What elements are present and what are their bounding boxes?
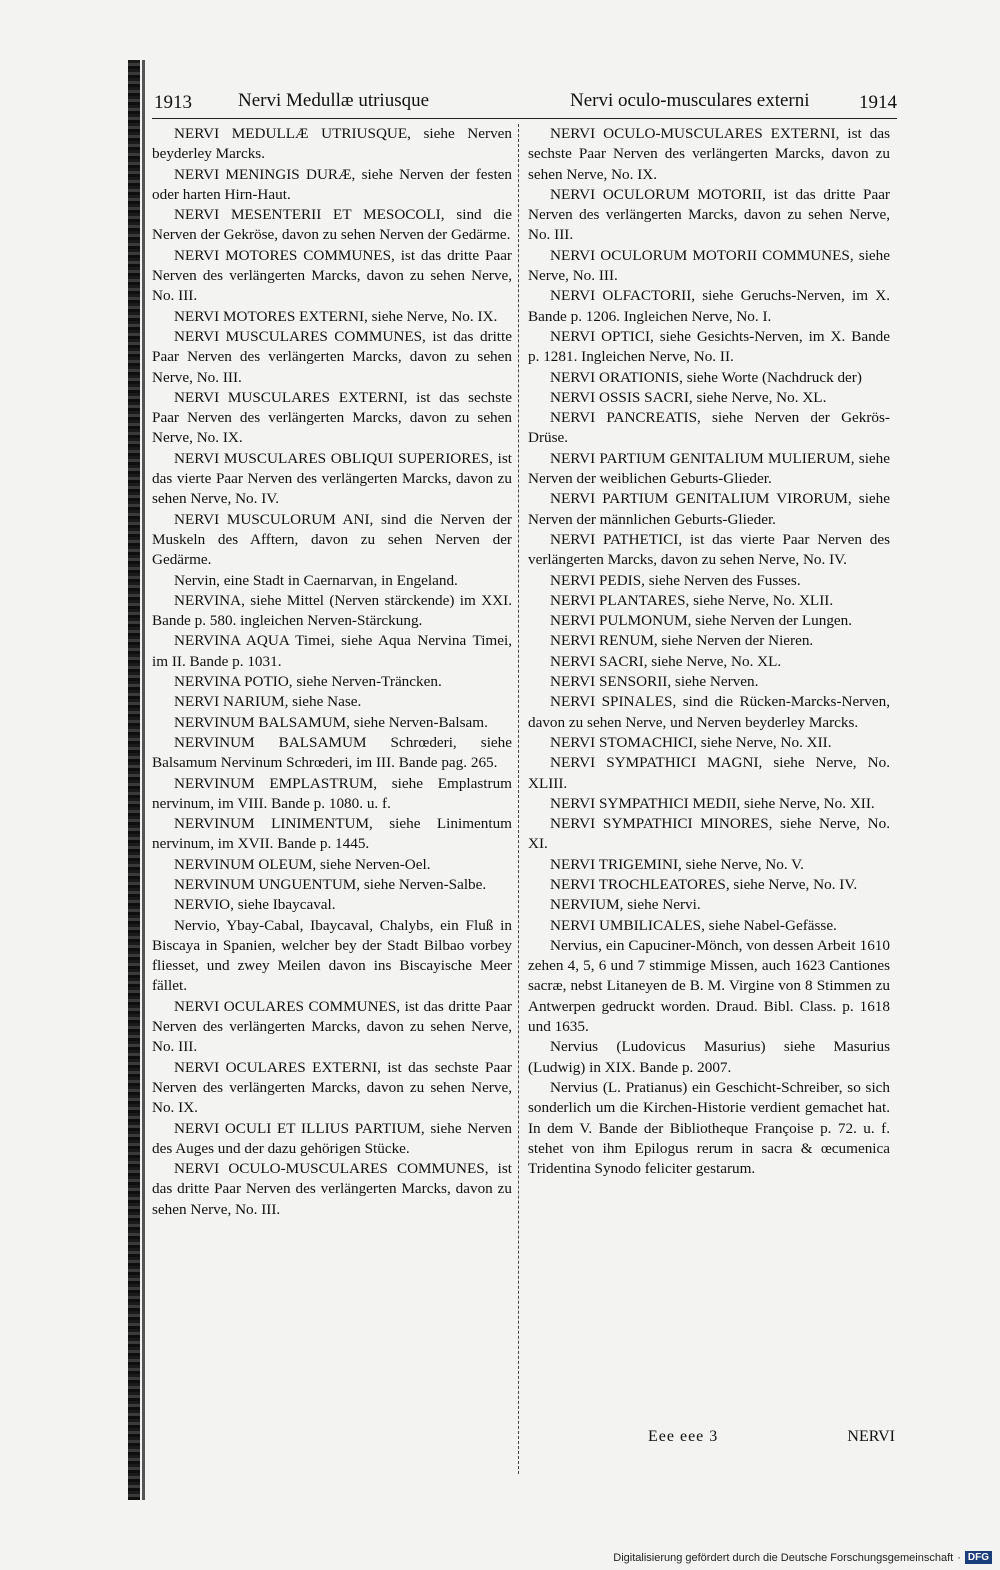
dictionary-page — [152, 86, 897, 1506]
dictionary-entry: NERVI PATHETICI, ist das vierte Paar Nerven des verlängerten Marcks, davon zu sehen Nerve, No. IV. — [528, 530, 890, 569]
dictionary-entry: NERVI MESENTERII ET MESOCOLI, sind die Nerven der Gekröse, davon zu sehen Nerven der Gedärme. — [152, 206, 512, 244]
dictionary-entry: NERVINUM BALSAMUM Schrœderi, siehe Balsamum Nervinum Schrœderi, im III. Bande pag. 265. — [152, 733, 512, 772]
dictionary-entry: NERVI PULMONUM, siehe Nerven der Lungen. — [550, 612, 853, 630]
dictionary-entry: NERVI MOTORES COMMUNES, ist das dritte Paar Nerven des verlängerten Marcks, davon zu sehen Nerve, No. III. — [152, 246, 512, 305]
dictionary-entry: NERVI STOMACHICI, siehe Nerve, No. XII. — [550, 733, 832, 751]
dictionary-entry: NERVI SYMPATHICI MAGNI, siehe Nerve, No. XLIII. — [528, 754, 890, 792]
dictionary-entry: Nervius (Ludovicus Masurius) siehe Masurius (Ludwig) in XIX. Bande p. 2007. — [528, 1038, 890, 1076]
dictionary-entry: NERVI NARIUM, siehe Nase. — [174, 693, 362, 711]
dictionary-entry: NERVINUM BALSAMUM, siehe Nerven-Balsam. — [174, 713, 488, 731]
dictionary-entry: NERVI MUSCULARES COMMUNES, ist das dritte Paar Nerven des verlängerten Marcks, davon zu sehen Nerve, No. III. — [152, 327, 512, 386]
column-divider — [518, 124, 519, 1474]
right-page-number: 1914 — [859, 92, 897, 113]
dictionary-entry: Nervio, Ybay-Cabal, Ibaycaval, Chalybs, ein Fluß in Biscaya in Spanien, welcher bey der Stadt Bilbao vorbey fliesset, und zwey Meilen davon ins Biscayische Meer fället. — [152, 916, 512, 995]
dictionary-entry: Nervin, eine Stadt in Caernarvan, in Engeland. — [174, 571, 458, 589]
dictionary-entry: NERVI ORATIONIS, siehe Worte (Nachdruck der) — [550, 368, 862, 386]
scan-binding-edge — [128, 60, 140, 1500]
dictionary-entry: NERVI PARTIUM GENITALIUM VIRORUM, siehe Nerven der männlichen Geburts-Glieder. — [528, 490, 890, 528]
dictionary-entry: NERVI MOTORES EXTERNI, siehe Nerve, No. IX. — [174, 307, 498, 325]
dictionary-entry: NERVI PLANTARES, siehe Nerve, No. XLII. — [550, 591, 834, 609]
dictionary-entry: NERVINUM OLEUM, siehe Nerven-Oel. — [174, 855, 431, 873]
dictionary-entry: NERVI OSSIS SACRI, siehe Nerve, No. XL. — [550, 388, 827, 406]
dictionary-entry: NERVI SACRI, siehe Nerve, No. XL. — [550, 652, 782, 670]
dictionary-entry: NERVINUM LINIMENTUM, siehe Linimentum nervinum, im XVII. Bande p. 1445. — [152, 815, 512, 853]
dictionary-entry: NERVI OCULORUM MOTORII, ist das dritte Paar Nerven des verlängerten Marcks, davon zu sehen Nerve, No. III. — [528, 185, 890, 244]
running-head — [152, 86, 897, 116]
dictionary-entry: NERVIUM, siehe Nervi. — [550, 896, 701, 914]
dictionary-entry: NERVI TROCHLEATORES, siehe Nerve, No. IV. — [550, 875, 858, 893]
credit-text: Digitalisierung gefördert durch die Deutsche Forschungsgemeinschaft — [613, 1551, 954, 1564]
dictionary-entry: NERVI OCULORUM MOTORII COMMUNES, siehe Nerve, No. III. — [528, 246, 890, 285]
dfg-logo: DFG — [965, 1551, 992, 1564]
signature-mark: Eee eee 3 — [648, 1428, 719, 1445]
left-running-title: Nervi Medullæ utriusque — [238, 90, 430, 111]
dictionary-entry: NERVI MUSCULARES OBLIQUI SUPERIORES, ist das vierte Paar Nerven des verlängerten Marcks, davon zu sehen Nerve, No. IV. — [152, 449, 512, 508]
scan-binding-shadow — [142, 60, 145, 1500]
dictionary-entry: NERVI OCULI ET ILLIUS PARTIUM, siehe Nerven des Auges und der dazu gehörigen Stücke. — [152, 1119, 512, 1157]
header-rule — [152, 118, 897, 119]
dictionary-entry: NERVI SYMPATHICI MINORES, siehe Nerve, No. XI. — [528, 815, 890, 853]
dictionary-entry: NERVI UMBILICALES, siehe Nabel-Gefässe. — [550, 916, 837, 934]
dictionary-entry: NERVI SENSORII, siehe Nerven. — [550, 673, 759, 691]
dictionary-entry: NERVINUM UNGUENTUM, siehe Nerven-Salbe. — [174, 875, 487, 893]
dictionary-entry: NERVI OPTICI, siehe Gesichts-Nerven, im X. Bande p. 1281. Ingleichen Nerve, No. II. — [528, 327, 890, 366]
dictionary-entry: NERVI PANCREATIS, siehe Nerven der Gekrös-Drüse. — [528, 409, 890, 447]
right-running-title: Nervi oculo-musculares externi — [570, 90, 810, 111]
catchword: NERVI — [847, 1428, 895, 1445]
dictionary-entry: NERVI SYMPATHICI MEDII, siehe Nerve, No. XII. — [550, 794, 875, 812]
dictionary-entry: NERVI RENUM, siehe Nerven der Nieren. — [550, 632, 814, 650]
dictionary-entry: Nervius (L. Pratianus) ein Geschicht-Schreiber, so sich sonderlich um die Kirchen-Historie verdient gemachet hat. In dem V. Bande der Bibliotheque Françoise p. 72. u. f. stehet von ihm Epilogus rerum in sacra & œcumenica Tridentina Synodo feliciter gestarum. — [528, 1078, 890, 1178]
right-column — [528, 124, 890, 1179]
dictionary-entry: NERVINA AQUA Timei, siehe Aqua Nervina Timei, im II. Bande p. 1031. — [152, 632, 512, 670]
two-column-body — [152, 124, 897, 1506]
digitization-credit: Digitalisierung gefördert durch die Deutsche Forschungsgemeinschaft · DFG — [613, 1551, 992, 1564]
dictionary-entry: NERVI MEDULLÆ UTRIUSQUE, siehe Nerven beyderley Marcks. — [152, 125, 512, 163]
dictionary-entry: NERVINA, siehe Mittel (Nerven stärckende) im XXI. Bande p. 580. ingleichen Nerven-Stärckung. — [152, 591, 512, 630]
dictionary-entry: NERVI OCULO-MUSCULARES EXTERNI, ist das sechste Paar Nerven des verlängerten Marcks, davon zu sehen Nerve, No. IX. — [528, 125, 890, 183]
dictionary-entry: NERVI OCULO-MUSCULARES COMMUNES, ist das dritte Paar Nerven des verlängerten Marcks, davon zu sehen Nerve, No. III. — [152, 1160, 512, 1218]
dictionary-entry: NERVI MUSCULORUM ANI, sind die Nerven der Muskeln des Afftern, davon zu sehen Nerven der Gedärme. — [152, 510, 512, 569]
dictionary-entry: NERVINUM EMPLASTRUM, siehe Emplastrum nervinum, im VIII. Bande p. 1080. u. f. — [152, 774, 512, 812]
dictionary-entry: NERVI OCULARES EXTERNI, ist das sechste Paar Nerven des verlängerten Marcks, davon zu sehen Nerve, No. IX. — [152, 1058, 512, 1117]
dictionary-entry: NERVI PARTIUM GENITALIUM MULIERUM, siehe Nerven der weiblichen Geburts-Glieder. — [528, 449, 890, 488]
page-footer-line — [528, 1428, 897, 1452]
dictionary-entry: NERVIO, siehe Ibaycaval. — [174, 896, 336, 914]
dictionary-entry: Nervius, ein Capuciner-Mönch, von dessen Arbeit 1610 zehen 4, 5, 6 und 7 stimmige Missen, auch 1623 Cantiones sacræ, nebst Litaneyen de B. M. Virgine von 8 Stimmen zu Antwerpen gedruckt worden. Draud. Bibl. Class. p. 1618 und 1635. — [528, 936, 890, 1036]
dictionary-entry: NERVI PEDIS, siehe Nerven des Fusses. — [550, 571, 801, 589]
dictionary-entry: NERVI OLFACTORII, siehe Geruchs-Nerven, im X. Bande p. 1206. Ingleichen Nerve, No. I. — [528, 287, 890, 325]
left-column — [152, 124, 512, 1220]
dictionary-entry: NERVI SPINALES, sind die Rücken-Marcks-Nerven, davon zu sehen Nerve, und Nerven beyderley Marcks. — [528, 693, 890, 731]
dictionary-entry: NERVI OCULARES COMMUNES, ist das dritte Paar Nerven des verlängerten Marcks, davon zu sehen Nerve, No. III. — [152, 997, 512, 1056]
dictionary-entry: NERVI TRIGEMINI, siehe Nerve, No. V. — [550, 855, 804, 873]
dictionary-entry: NERVI MENINGIS DURÆ, siehe Nerven der festen oder harten Hirn-Haut. — [152, 165, 512, 203]
left-page-number: 1913 — [154, 92, 192, 113]
dictionary-entry: NERVINA POTIO, siehe Nerven-Träncken. — [174, 673, 442, 691]
dictionary-entry: NERVI MUSCULARES EXTERNI, ist das sechste Paar Nerven des verlängerten Marcks, davon zu sehen Nerve, No. IX. — [152, 388, 512, 447]
